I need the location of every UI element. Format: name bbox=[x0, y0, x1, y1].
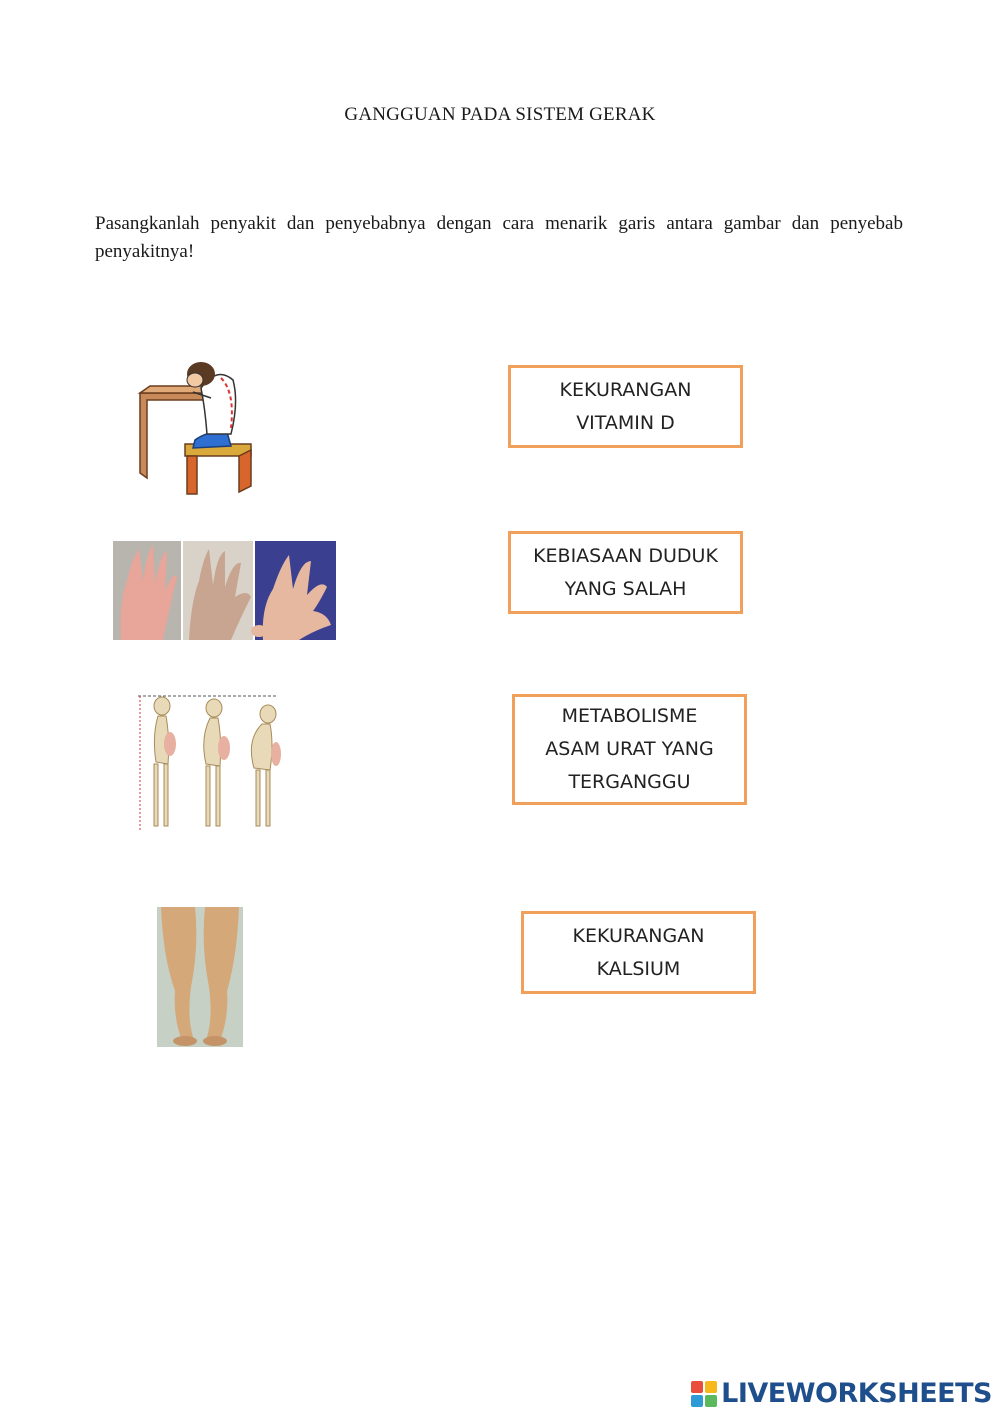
cause-box-vitamin-d[interactable]: KEKURANGAN VITAMIN D bbox=[508, 365, 743, 448]
cause-box-uric-acid[interactable]: METABOLISME ASAM URAT YANG TERGANGGU bbox=[512, 694, 747, 805]
bowed-legs-picture[interactable] bbox=[157, 907, 243, 1047]
cause-box-calcium[interactable]: KEKURANGAN KALSIUM bbox=[521, 911, 756, 994]
bad-sitting-posture-picture[interactable] bbox=[135, 358, 260, 498]
brand-name: LIVEWORKSHEETS bbox=[721, 1378, 992, 1409]
spine-curvature-skeletons-picture[interactable] bbox=[130, 692, 282, 836]
arthritis-hands-picture[interactable] bbox=[113, 541, 336, 640]
liveworksheets-mark-icon bbox=[691, 1381, 717, 1407]
liveworksheets-logo bbox=[691, 1378, 992, 1409]
instruction-text: Pasangkanlah penyakit dan penyebabnya dengan cara menarik garis antara gambar dan penyebab penyakitnya! bbox=[95, 213, 903, 262]
cause-box-sitting-habit[interactable]: KEBIASAAN DUDUK YANG SALAH bbox=[508, 531, 743, 614]
page-title: GANGGUAN PADA SISTEM GERAK bbox=[344, 104, 656, 125]
